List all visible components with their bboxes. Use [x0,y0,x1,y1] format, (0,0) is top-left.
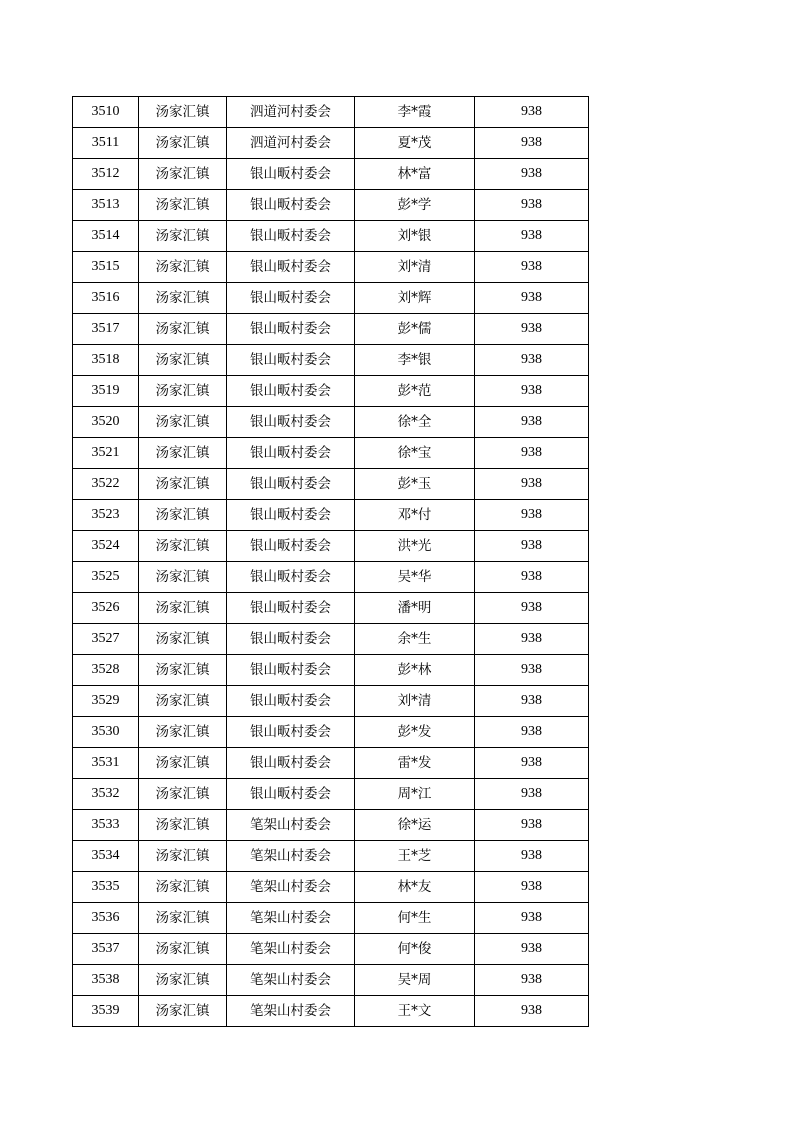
town-cell: 汤家汇镇 [139,407,227,438]
amount-cell: 938 [475,190,589,221]
row-index-cell: 3538 [73,965,139,996]
table-row [73,810,589,841]
town-cell: 汤家汇镇 [139,841,227,872]
row-index-cell: 3518 [73,345,139,376]
name-cell: 邓*付 [355,500,475,531]
amount-cell: 938 [475,283,589,314]
amount-cell: 938 [475,841,589,872]
town-cell: 汤家汇镇 [139,221,227,252]
town-cell: 汤家汇镇 [139,686,227,717]
table-row [73,841,589,872]
town-cell: 汤家汇镇 [139,469,227,500]
table-row [73,624,589,655]
amount-cell: 938 [475,562,589,593]
village-committee-cell: 银山畈村委会 [227,531,355,562]
name-cell: 彭*林 [355,655,475,686]
name-cell: 洪*光 [355,531,475,562]
row-index-cell: 3535 [73,872,139,903]
name-cell: 王*芝 [355,841,475,872]
table-row [73,717,589,748]
amount-cell: 938 [475,407,589,438]
name-cell: 李*银 [355,345,475,376]
town-cell: 汤家汇镇 [139,779,227,810]
amount-cell: 938 [475,686,589,717]
village-committee-cell: 银山畈村委会 [227,748,355,779]
amount-cell: 938 [475,252,589,283]
village-committee-cell: 银山畈村委会 [227,283,355,314]
name-cell: 吴*华 [355,562,475,593]
row-index-cell: 3511 [73,128,139,159]
village-committee-cell: 银山畈村委会 [227,252,355,283]
amount-cell: 938 [475,469,589,500]
village-committee-cell: 笔架山村委会 [227,841,355,872]
town-cell: 汤家汇镇 [139,965,227,996]
name-cell: 刘*辉 [355,283,475,314]
name-cell: 刘*银 [355,221,475,252]
name-cell: 彭*玉 [355,469,475,500]
data-table [72,96,589,1027]
amount-cell: 938 [475,531,589,562]
table-row [73,128,589,159]
amount-cell: 938 [475,996,589,1027]
town-cell: 汤家汇镇 [139,903,227,934]
amount-cell: 938 [475,159,589,190]
amount-cell: 938 [475,97,589,128]
name-cell: 刘*清 [355,686,475,717]
amount-cell: 938 [475,128,589,159]
row-index-cell: 3532 [73,779,139,810]
name-cell: 林*富 [355,159,475,190]
town-cell: 汤家汇镇 [139,810,227,841]
village-committee-cell: 银山畈村委会 [227,190,355,221]
table-row [73,283,589,314]
table-row [73,562,589,593]
name-cell: 何*俊 [355,934,475,965]
village-committee-cell: 银山畈村委会 [227,500,355,531]
row-index-cell: 3523 [73,500,139,531]
name-cell: 彭*学 [355,190,475,221]
amount-cell: 938 [475,314,589,345]
amount-cell: 938 [475,438,589,469]
row-index-cell: 3534 [73,841,139,872]
table-row [73,996,589,1027]
town-cell: 汤家汇镇 [139,562,227,593]
table-row [73,221,589,252]
amount-cell: 938 [475,903,589,934]
town-cell: 汤家汇镇 [139,314,227,345]
village-committee-cell: 笔架山村委会 [227,996,355,1027]
name-cell: 林*友 [355,872,475,903]
amount-cell: 938 [475,717,589,748]
amount-cell: 938 [475,748,589,779]
village-committee-cell: 笔架山村委会 [227,872,355,903]
row-index-cell: 3536 [73,903,139,934]
village-committee-cell: 银山畈村委会 [227,624,355,655]
table-row [73,748,589,779]
village-committee-cell: 银山畈村委会 [227,469,355,500]
table-row [73,345,589,376]
row-index-cell: 3530 [73,717,139,748]
village-committee-cell: 笔架山村委会 [227,810,355,841]
amount-cell: 938 [475,872,589,903]
town-cell: 汤家汇镇 [139,531,227,562]
village-committee-cell: 笔架山村委会 [227,934,355,965]
village-committee-cell: 银山畈村委会 [227,562,355,593]
table-row [73,593,589,624]
village-committee-cell: 泗道河村委会 [227,97,355,128]
table-row [73,934,589,965]
village-committee-cell: 银山畈村委会 [227,345,355,376]
table-row [73,97,589,128]
amount-cell: 938 [475,779,589,810]
table-row [73,965,589,996]
amount-cell: 938 [475,965,589,996]
row-index-cell: 3528 [73,655,139,686]
name-cell: 雷*发 [355,748,475,779]
town-cell: 汤家汇镇 [139,717,227,748]
town-cell: 汤家汇镇 [139,97,227,128]
town-cell: 汤家汇镇 [139,655,227,686]
town-cell: 汤家汇镇 [139,128,227,159]
name-cell: 李*霞 [355,97,475,128]
name-cell: 徐*运 [355,810,475,841]
town-cell: 汤家汇镇 [139,872,227,903]
row-index-cell: 3525 [73,562,139,593]
table-row [73,159,589,190]
town-cell: 汤家汇镇 [139,252,227,283]
amount-cell: 938 [475,500,589,531]
name-cell: 徐*全 [355,407,475,438]
row-index-cell: 3519 [73,376,139,407]
town-cell: 汤家汇镇 [139,376,227,407]
village-committee-cell: 笔架山村委会 [227,903,355,934]
village-committee-cell: 银山畈村委会 [227,593,355,624]
town-cell: 汤家汇镇 [139,159,227,190]
town-cell: 汤家汇镇 [139,283,227,314]
village-committee-cell: 银山畈村委会 [227,221,355,252]
name-cell: 吴*周 [355,965,475,996]
table-row [73,686,589,717]
town-cell: 汤家汇镇 [139,500,227,531]
name-cell: 潘*明 [355,593,475,624]
amount-cell: 938 [475,376,589,407]
amount-cell: 938 [475,593,589,624]
row-index-cell: 3517 [73,314,139,345]
name-cell: 彭*儒 [355,314,475,345]
table-row [73,872,589,903]
row-index-cell: 3529 [73,686,139,717]
amount-cell: 938 [475,810,589,841]
table-body [73,97,589,1027]
village-committee-cell: 泗道河村委会 [227,128,355,159]
table-row [73,407,589,438]
town-cell: 汤家汇镇 [139,593,227,624]
village-committee-cell: 银山畈村委会 [227,314,355,345]
row-index-cell: 3510 [73,97,139,128]
row-index-cell: 3515 [73,252,139,283]
name-cell: 徐*宝 [355,438,475,469]
row-index-cell: 3512 [73,159,139,190]
table-row [73,655,589,686]
row-index-cell: 3524 [73,531,139,562]
village-committee-cell: 银山畈村委会 [227,717,355,748]
row-index-cell: 3522 [73,469,139,500]
name-cell: 刘*清 [355,252,475,283]
row-index-cell: 3514 [73,221,139,252]
row-index-cell: 3526 [73,593,139,624]
row-index-cell: 3513 [73,190,139,221]
row-index-cell: 3539 [73,996,139,1027]
name-cell: 周*江 [355,779,475,810]
village-committee-cell: 笔架山村委会 [227,965,355,996]
amount-cell: 938 [475,655,589,686]
amount-cell: 938 [475,934,589,965]
amount-cell: 938 [475,345,589,376]
town-cell: 汤家汇镇 [139,624,227,655]
row-index-cell: 3521 [73,438,139,469]
village-committee-cell: 银山畈村委会 [227,655,355,686]
row-index-cell: 3516 [73,283,139,314]
name-cell: 夏*茂 [355,128,475,159]
name-cell: 彭*范 [355,376,475,407]
row-index-cell: 3531 [73,748,139,779]
table-row [73,469,589,500]
table-row [73,252,589,283]
amount-cell: 938 [475,221,589,252]
table-row [73,314,589,345]
name-cell: 王*文 [355,996,475,1027]
table-row [73,500,589,531]
town-cell: 汤家汇镇 [139,190,227,221]
table-row [73,190,589,221]
row-index-cell: 3533 [73,810,139,841]
village-committee-cell: 银山畈村委会 [227,438,355,469]
name-cell: 余*生 [355,624,475,655]
town-cell: 汤家汇镇 [139,934,227,965]
town-cell: 汤家汇镇 [139,345,227,376]
town-cell: 汤家汇镇 [139,996,227,1027]
table-row [73,531,589,562]
village-committee-cell: 银山畈村委会 [227,779,355,810]
table-row [73,779,589,810]
village-committee-cell: 银山畈村委会 [227,159,355,190]
table-row [73,438,589,469]
name-cell: 何*生 [355,903,475,934]
town-cell: 汤家汇镇 [139,438,227,469]
town-cell: 汤家汇镇 [139,748,227,779]
village-committee-cell: 银山畈村委会 [227,376,355,407]
amount-cell: 938 [475,624,589,655]
row-index-cell: 3520 [73,407,139,438]
village-committee-cell: 银山畈村委会 [227,407,355,438]
name-cell: 彭*发 [355,717,475,748]
table-row [73,376,589,407]
row-index-cell: 3537 [73,934,139,965]
village-committee-cell: 银山畈村委会 [227,686,355,717]
table-row [73,903,589,934]
row-index-cell: 3527 [73,624,139,655]
